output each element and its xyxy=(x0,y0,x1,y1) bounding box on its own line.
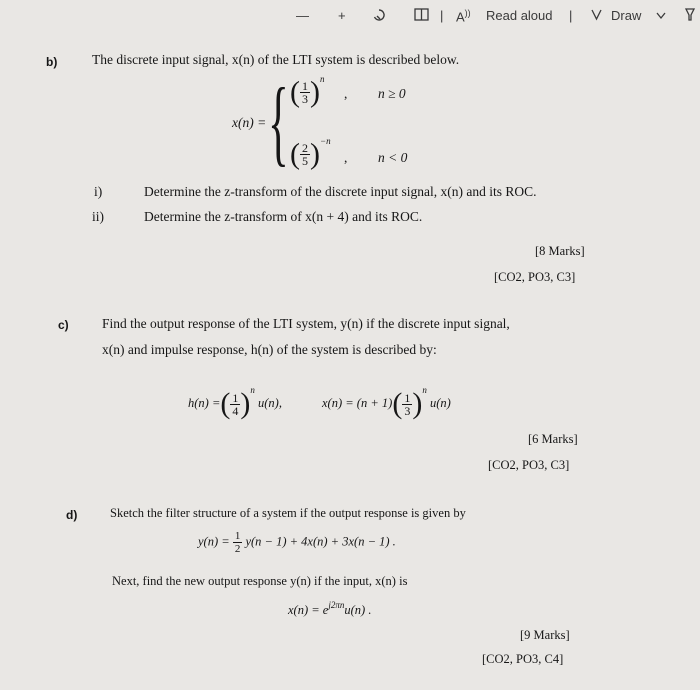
part-b-co: [CO2, PO3, C3] xyxy=(494,270,576,284)
part-b-i-label: i) xyxy=(94,184,103,199)
part-c-marks: [6 Marks] xyxy=(528,432,578,446)
piecewise-brace: { xyxy=(268,68,289,175)
input-equation: $x(n) = e^{j2\pi n}u(n)$ . xyxy=(288,600,372,617)
reader-toolbar xyxy=(0,0,700,40)
read-aloud-icon[interactable]: A)) xyxy=(456,8,471,25)
xn-equation: x(n) = (n + 1)( $\frac{1}{3}$ )$^n$ u(n) xyxy=(322,385,451,421)
case2-expression: ( $\frac{2}{5}$ )$^{-n}$ xyxy=(290,136,331,171)
case-comma: , xyxy=(344,86,348,101)
part-c-label: c) xyxy=(58,318,69,332)
part-b-i-text: Determine the z-transform of the discrete input signal, x(n) and its ROC. xyxy=(144,184,537,199)
part-c-line1: Find the output response of the LTI system, y(n) if the discrete input signal, xyxy=(102,316,510,331)
toolbar-separator: | xyxy=(440,8,444,23)
part-d-line2: Next, find the new output response y(n) if the input, x(n) is xyxy=(112,574,408,588)
case1-expression: ( $\frac{1}{3}$ )$^n$ xyxy=(290,74,325,109)
zoom-out-button[interactable]: — xyxy=(296,8,309,23)
case1-condition: n ≥ 0 xyxy=(378,86,406,101)
xn-lhs: x(n) = xyxy=(232,115,267,130)
page-view-icon[interactable] xyxy=(414,8,429,24)
part-b-ii-text: Determine the z-transform of x(n + 4) and its ROC. xyxy=(144,209,423,224)
draw-dropdown-icon[interactable] xyxy=(656,8,666,23)
part-c-line2: x(n) and impulse response, h(n) of the system is described by: xyxy=(102,342,437,357)
read-aloud-button[interactable]: Read aloud xyxy=(486,8,553,23)
case-comma: , xyxy=(344,150,348,165)
part-b-intro: The discrete input signal, x(n) of the LTI system is described below. xyxy=(92,52,460,67)
case2-condition: n < 0 xyxy=(378,150,408,165)
part-d-marks: [9 Marks] xyxy=(520,628,570,642)
draw-icon[interactable] xyxy=(590,8,603,24)
part-c-co: [CO2, PO3, C3] xyxy=(488,458,570,472)
part-d-line1: Sketch the filter structure of a system if the output response is given by xyxy=(110,506,466,520)
toolbar-separator: | xyxy=(569,8,573,23)
highlight-icon[interactable] xyxy=(684,8,696,25)
draw-button[interactable]: Draw xyxy=(611,8,642,23)
part-d-label: d) xyxy=(66,508,78,522)
part-b-label: b) xyxy=(46,55,58,69)
part-b-ii-label: ii) xyxy=(92,209,104,224)
difference-equation: y(n) = $\frac{1}{2}$ y(n − 1) + 4x(n) + 3x(n − 1) . xyxy=(198,530,396,555)
part-d-co: [CO2, PO3, C4] xyxy=(482,652,564,666)
hn-equation: h(n) =( $\frac{1}{4}$ )$^n$ u(n), xyxy=(188,385,282,421)
zoom-in-button[interactable]: + xyxy=(338,8,346,23)
part-b-marks: [8 Marks] xyxy=(535,244,585,258)
rotate-icon[interactable] xyxy=(372,8,386,25)
